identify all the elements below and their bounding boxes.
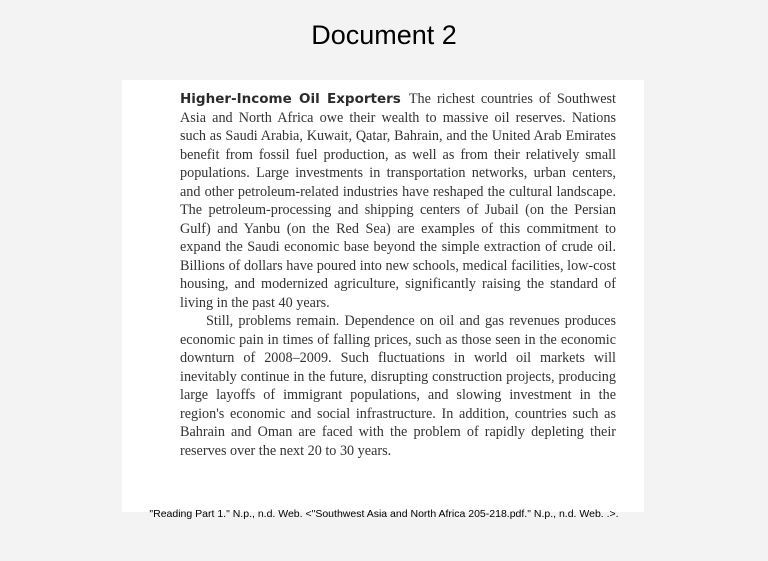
section-heading: Higher-Income Oil Exporters <box>180 91 401 107</box>
paragraph-1-text: The richest countries of Southwest Asia and North Africa owe their wealth to massive oil reserves. Nations such as Saudi Arabia, Kuwait, Qatar, Bahrain, and the United Arab Emirates benefit from fossil fuel production, as well as from their relatively small populations. Large investments in transportation networks, urban centers, and other petroleum-related industries have reshaped the cultural landscape. The petroleum-processing and shipping centers of Jubail (on the Persian Gulf) and Yanbu (on the Red Sea) are examples of this commitment to expand the Saudi economic base beyond the simple extraction of crude oil. Billions of dollars have poured into new schools, medical facilities, low-cost housing, and modernized agriculture, significantly raising the standard of living in the past 40 years. <box>180 91 616 311</box>
paragraph-2: Still, problems remain. Dependence on oil and gas revenues produces economic pain in times of falling prices, such as those seen in the economic downturn of 2008–2009. Such fluctuations in world oil markets will inevitably continue in the future, disrupting construction projects, producing large layoffs of immigrant populations, and slowing investment in the region's economic and social infrastructure. In addition, countries such as Bahrain and Oman are faced with the problem of rapidly depleting their reserves over the next 20 to 30 years. <box>180 313 616 459</box>
paragraph-1 <box>180 90 616 312</box>
document-excerpt <box>122 80 644 512</box>
citation: "Reading Part 1." N.p., n.d. Web. <"Southwest Asia and North Africa 205-218.pdf." N.p., n.d. Web. .>. <box>149 508 619 520</box>
slide-title: Document 2 <box>311 20 457 50</box>
